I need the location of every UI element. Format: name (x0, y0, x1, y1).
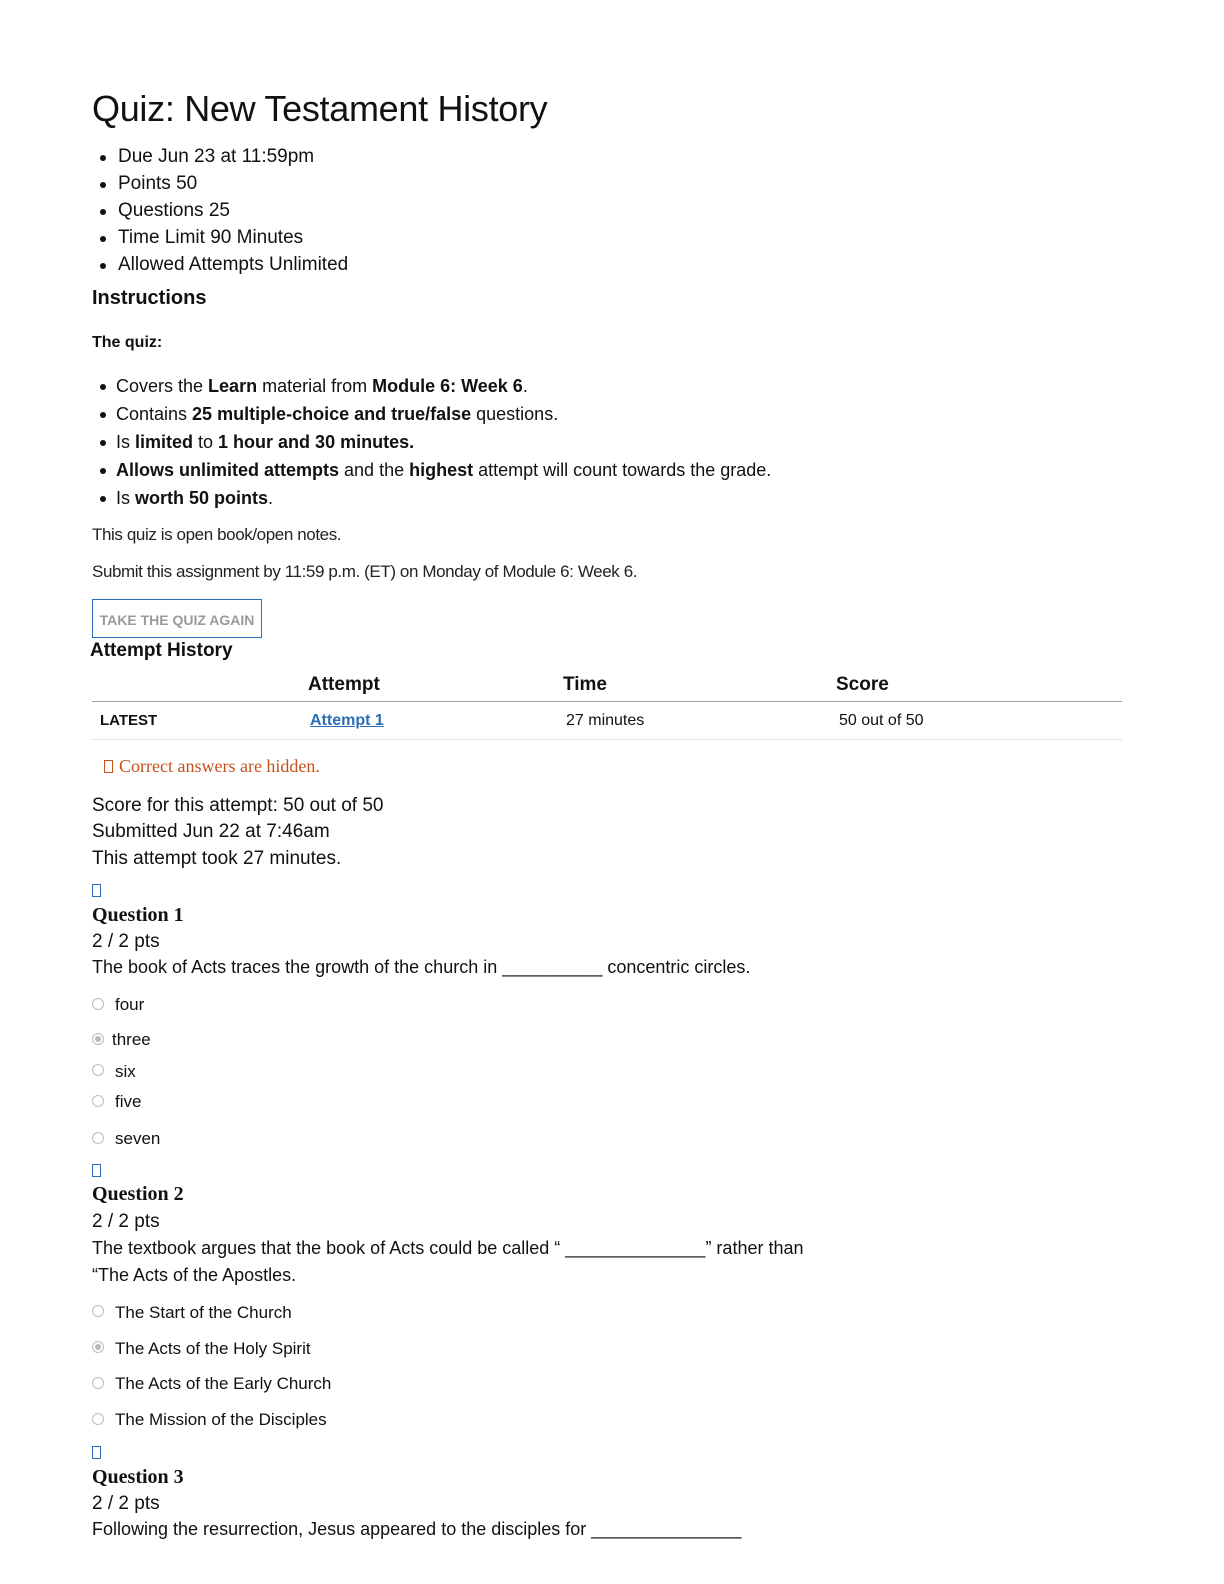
answer-label: three (112, 1030, 151, 1049)
answer-radio[interactable] (92, 1377, 104, 1389)
flag-question-icon[interactable] (92, 884, 101, 897)
quiz-subheading: The quiz: (92, 334, 163, 351)
attempt-cell (308, 702, 563, 740)
attempt-duration: This attempt took 27 minutes. (92, 848, 342, 869)
page-title: Quiz: New Testament History (92, 88, 548, 129)
answer-label: The Mission of the Disciples (115, 1410, 327, 1429)
answer-radio[interactable] (92, 1064, 104, 1076)
quiz-meta-list (100, 143, 348, 278)
meta-due: Due Jun 23 at 11:59pm (100, 143, 348, 170)
table-row (92, 702, 1122, 740)
answer-radio[interactable] (92, 1305, 104, 1317)
question-points: 2 / 2 pts (92, 1211, 160, 1232)
meta-questions: Questions 25 (100, 197, 348, 224)
answer-label: five (115, 1092, 142, 1111)
question-text: The textbook argues that the book of Acts could be called “ ______________” rather than (92, 1238, 804, 1258)
question-points: 2 / 2 pts (92, 931, 160, 952)
question-title: Question 3 (92, 1466, 184, 1488)
meta-points: Points 50 (100, 170, 348, 197)
score-cell: 50 out of 50 (836, 702, 1122, 740)
question-title: Question 1 (92, 904, 184, 926)
answer-label: The Acts of the Early Church (115, 1374, 332, 1393)
instructions-heading: Instructions (92, 287, 207, 309)
flag-question-icon[interactable] (92, 1164, 101, 1177)
attempt-link[interactable]: Attempt 1 (310, 711, 384, 729)
question-points: 2 / 2 pts (92, 1493, 160, 1514)
answer-label: seven (115, 1129, 161, 1148)
question-title: Question 2 (92, 1183, 184, 1205)
col-header-time: Time (563, 668, 836, 702)
instruction-item: Allows unlimited attempts and the highest attempt will count towards the grade. (100, 456, 771, 484)
meta-attempts: Allowed Attempts Unlimited (100, 251, 348, 278)
table-header-row (92, 668, 1122, 702)
take-quiz-again-button[interactable]: TAKE THE QUIZ AGAIN (92, 599, 262, 638)
attempt-history-heading: Attempt History (90, 640, 233, 661)
info-icon (104, 760, 113, 773)
open-book-note: This quiz is open book/open notes. (92, 525, 342, 544)
flag-question-icon[interactable] (92, 1446, 101, 1459)
answer-radio[interactable] (92, 1095, 104, 1107)
answer-label: six (115, 1062, 136, 1081)
answer-label: The Acts of the Holy Spirit (115, 1339, 311, 1358)
submit-note: Submit this assignment by 11:59 p.m. (ET) on Monday of Module 6: Week 6. (92, 562, 638, 581)
answer-label: four (115, 995, 145, 1014)
instruction-item: Is worth 50 points. (100, 484, 771, 512)
answer-label: The Start of the Church (115, 1303, 292, 1322)
answer-radio[interactable] (92, 1413, 104, 1425)
attempt-submitted: Submitted Jun 22 at 7:46am (92, 821, 330, 842)
question-text-continued: “The Acts of the Apostles. (92, 1265, 297, 1285)
question-text: Following the resurrection, Jesus appeared to the disciples for _______________ (92, 1519, 742, 1539)
question-text: The book of Acts traces the growth of the church in __________ concentric circles. (92, 957, 751, 977)
col-header-attempt: Attempt (308, 668, 563, 702)
instructions-list (100, 372, 771, 512)
meta-time-limit: Time Limit 90 Minutes (100, 224, 348, 251)
answers-hidden-notice: Correct answers are hidden. (104, 756, 320, 777)
attempt-score: Score for this attempt: 50 out of 50 (92, 795, 384, 816)
instruction-item: Contains 25 multiple-choice and true/false questions. (100, 400, 771, 428)
answer-radio-selected[interactable] (92, 1341, 104, 1353)
instruction-item: Is limited to 1 hour and 30 minutes. (100, 428, 771, 456)
answer-radio[interactable] (92, 1132, 104, 1144)
col-header-tag (92, 668, 308, 702)
latest-tag: LATEST (92, 702, 308, 740)
time-cell: 27 minutes (563, 702, 836, 740)
col-header-score: Score (836, 668, 1122, 702)
attempt-history-table (92, 668, 1122, 740)
instruction-item: Covers the Learn material from Module 6: Week 6. (100, 372, 771, 400)
answer-radio-selected[interactable] (92, 1033, 104, 1045)
answer-radio[interactable] (92, 998, 104, 1010)
